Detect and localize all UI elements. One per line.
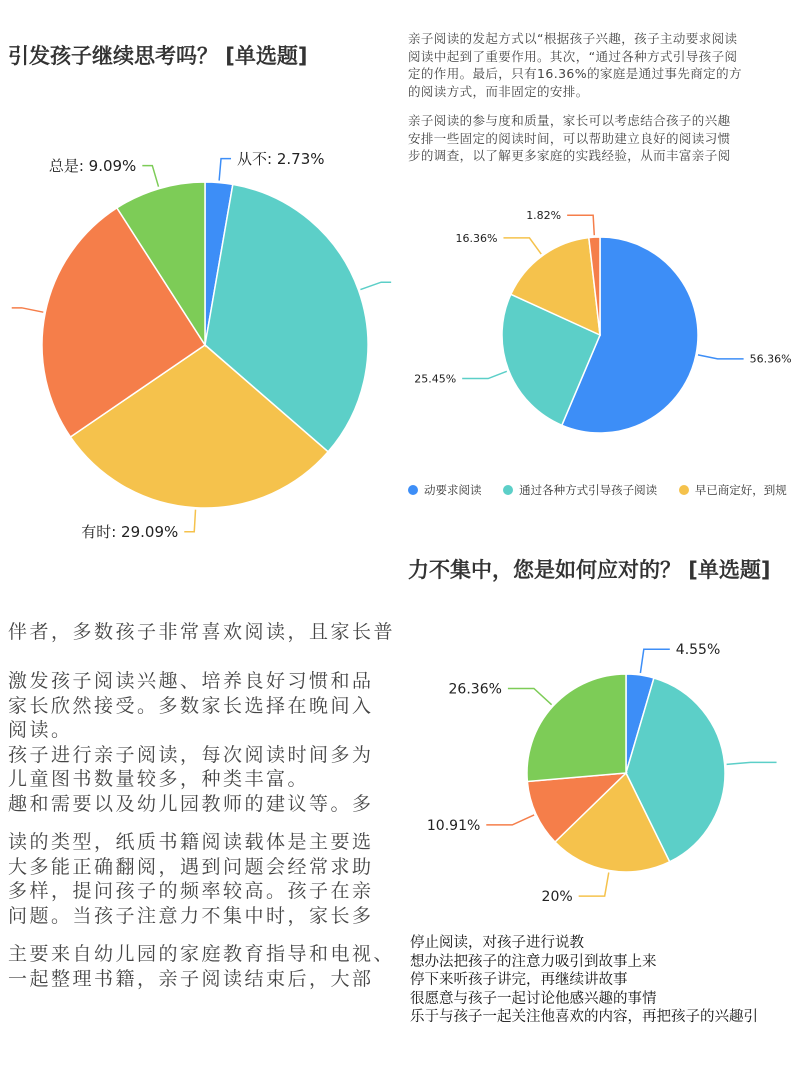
leader-line	[727, 762, 777, 764]
slice-label: 10.91%	[426, 817, 481, 834]
legend-label: 想办法把孩子的注意力吸引到故事上来	[410, 953, 657, 970]
legend-dot-icon	[503, 485, 513, 495]
slice-label: 25.45%	[414, 372, 457, 386]
leader-line	[184, 510, 195, 532]
legend-label: 早已商定好，到规	[694, 483, 787, 497]
pie-slice	[527, 674, 626, 781]
legend-label: 动要求阅读	[424, 483, 482, 497]
slice-label: 有时: 29.09%	[81, 522, 179, 541]
leader-line	[12, 308, 44, 312]
paragraph-line: 趣和需要以及幼儿园教师的建议等。多	[8, 792, 374, 815]
paragraph-line: 阅读中起到了重要作用。其次，“通过各种方式引导孩子阅	[408, 48, 738, 64]
text-block	[8, 620, 400, 991]
paragraph-line: 伴者，多数孩子非常喜欢阅读，且家长普	[8, 621, 396, 643]
paragraph-line: 亲子阅读的参与度和质量，家长可以考虑结合孩子的兴趣	[408, 113, 731, 128]
leader-line	[486, 815, 534, 825]
slice-label: 从不: 2.73%	[237, 149, 325, 168]
legend-item	[408, 482, 482, 498]
leader-line	[640, 649, 669, 673]
chart-legend	[408, 482, 800, 498]
paragraph-line: 定的作用。最后，只有16.36%的家庭是通过事先商定的方	[408, 66, 742, 81]
paragraph-line: 激发孩子阅读兴趣、培养良好习惯和品	[8, 670, 374, 692]
legend-label: 通过各种方式引导孩子阅读	[519, 483, 658, 497]
paragraph-line: 大多能正确翻阅，遇到问题会经常求助	[8, 855, 374, 878]
paragraph-line: 读的类型，纸质书籍阅读载体是主要选	[8, 831, 374, 853]
leader-line	[142, 166, 158, 187]
legend-label: 很愿意与孩子一起讨论他感兴趣的事情	[410, 990, 657, 1007]
panel-top-left	[0, 0, 400, 600]
chart-legend	[410, 934, 758, 1027]
leader-line	[219, 159, 231, 181]
slice-label: 4.55%	[675, 642, 721, 659]
panel-bottom-left	[0, 600, 400, 1066]
legend-dot-icon	[679, 485, 689, 495]
paragraph-line: 阅读。	[8, 719, 73, 741]
pie-chart-initiation	[400, 0, 800, 560]
slice-label: 56.36%	[749, 352, 792, 366]
paragraph-line: 亲子阅读的发起方式以“根据孩子兴趣，孩子主动要求阅读	[408, 31, 738, 46]
leader-line	[579, 873, 609, 897]
slice-label: 16.36%	[455, 231, 498, 245]
panel-bottom-right	[400, 548, 800, 1066]
slice-label: 总是: 9.09%	[48, 156, 137, 175]
legend-label: 乐于与孩子一起关注他喜欢的内容，再把孩子的兴趣引	[410, 1009, 758, 1025]
paragraph-gap	[8, 928, 400, 942]
leader-line	[360, 282, 391, 289]
legend-item	[679, 482, 787, 498]
paragraph-line: 家长欣然接受。多数家长选择在晚间入	[8, 694, 374, 717]
leader-line	[503, 238, 541, 254]
slice-label: 26.36%	[448, 681, 502, 698]
leader-line	[462, 371, 507, 378]
paragraph-line: 一起整理书籍，亲子阅读结束后，大部	[8, 967, 374, 990]
legend-label: 停止阅读，对孩子进行说教	[410, 935, 584, 951]
paragraph-line: 多样，提问孩子的频率较高。孩子在亲	[8, 880, 374, 902]
chart-title: 引发孩子继续思考吗？ [单选题]	[8, 44, 308, 68]
panel-top-right	[400, 0, 800, 560]
paragraph-line: 孩子进行亲子阅读，每次阅读时间多为	[8, 743, 374, 766]
paragraph-line	[8, 645, 400, 670]
leader-line	[567, 215, 594, 235]
paragraph-line: 主要来自幼儿园的家庭教育指导和电视、	[8, 943, 396, 965]
slice-label: 1.82%	[526, 209, 562, 223]
legend-item	[503, 482, 657, 498]
paragraph-line: 步的调查，以了解更多家庭的实践经验，从而丰富亲子阅	[408, 148, 731, 163]
chart-title: 力不集中，您是如何应对的？ [单选题]	[408, 558, 771, 582]
legend-dot-icon	[408, 485, 418, 495]
pie-chart-think	[0, 0, 400, 600]
paragraph-gap	[8, 816, 400, 830]
slice-label: 20%	[541, 889, 573, 906]
paragraph-line: 问题。当孩子注意力不集中时，家长多	[8, 904, 374, 927]
leader-line	[698, 355, 744, 359]
paragraph-line: 安排一些固定的阅读时间，可以帮助建立良好的阅读习惯	[408, 130, 731, 146]
legend-label: 停下来听孩子讲完，再继续讲故事	[410, 972, 628, 988]
paragraph-line: 的阅读方式，而非固定的安排。	[408, 83, 589, 99]
paragraph-line: 儿童图书数量较多，种类丰富。	[8, 768, 310, 790]
leader-line	[508, 688, 552, 704]
